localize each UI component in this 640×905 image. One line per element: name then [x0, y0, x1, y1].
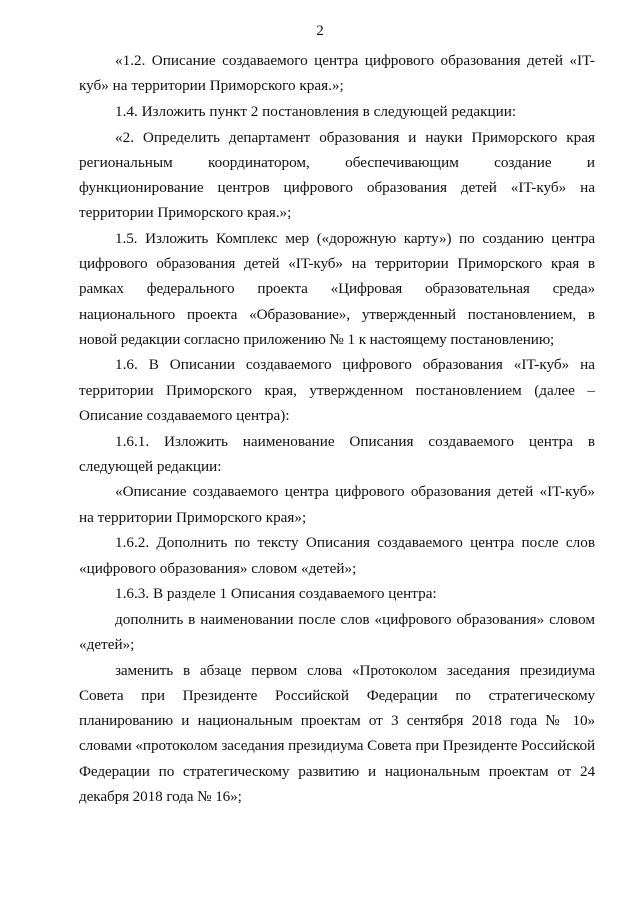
document-body	[79, 48, 595, 810]
paragraph-1-6-2: 1.6.2. Дополнить по тексту Описания создаваемого центра после слов «цифрового образования» словом «детей»;	[79, 534, 595, 577]
paragraph-2-new-text: «2. Определить департамент образования и науки Приморского края региональным координатором, обеспечивающим создание и функционирование центров цифрового образования детей «IT-куб» на территории Приморского края.»;	[79, 128, 595, 222]
page-number: 2	[316, 23, 324, 39]
paragraph-1-6: 1.6. В Описании создаваемого цифрового образования «IT-куб» на территории Приморского края, утвержденном постановлением (далее – Описание создаваемого центра):	[79, 356, 595, 424]
paragraph-1-4: 1.4. Изложить пункт 2 постановления в следующей редакции:	[115, 102, 517, 120]
paragraph-new-title: «Описание создаваемого центра цифрового образования детей «IT-куб» на территории Приморского края»;	[79, 483, 595, 526]
paragraph-1-2-title: «1.2. Описание создаваемого центра цифрового образования детей «IT-куб» на территории Приморского края.»;	[79, 52, 595, 95]
paragraph-1-6-1: 1.6.1. Изложить наименование Описания создаваемого центра в следующей редакции:	[79, 432, 595, 475]
paragraph-replace-protocol: заменить в абзаце первом слова «Протоколом заседания президиума Совета при Президенте Российской Федерации по стратегическому планированию и национальным проектам от 3 сентября 2018 года № 10» словами «протоколом заседания президиума Совета при Президенте Российской Федерации по стратегическому развитию и национальным проектам от 24 декабря 2018 года № 16»;	[79, 661, 595, 805]
paragraph-add-children: дополнить в наименовании после слов «цифрового образования» словом «детей»;	[79, 610, 595, 654]
paragraph-1-5: 1.5. Изложить Комплекс мер («дорожную карту») по созданию центра цифрового образования детей «IT-куб» на территории Приморского края в рамках федерального проекта «Цифровая образовательная среда» национального проекта «Образование», утвержденный постановлением, в новой редакции согласно приложению № 1 к настоящему постановлению;	[79, 229, 595, 348]
paragraph-1-6-3: 1.6.3. В разделе 1 Описания создаваемого центра:	[115, 585, 437, 603]
